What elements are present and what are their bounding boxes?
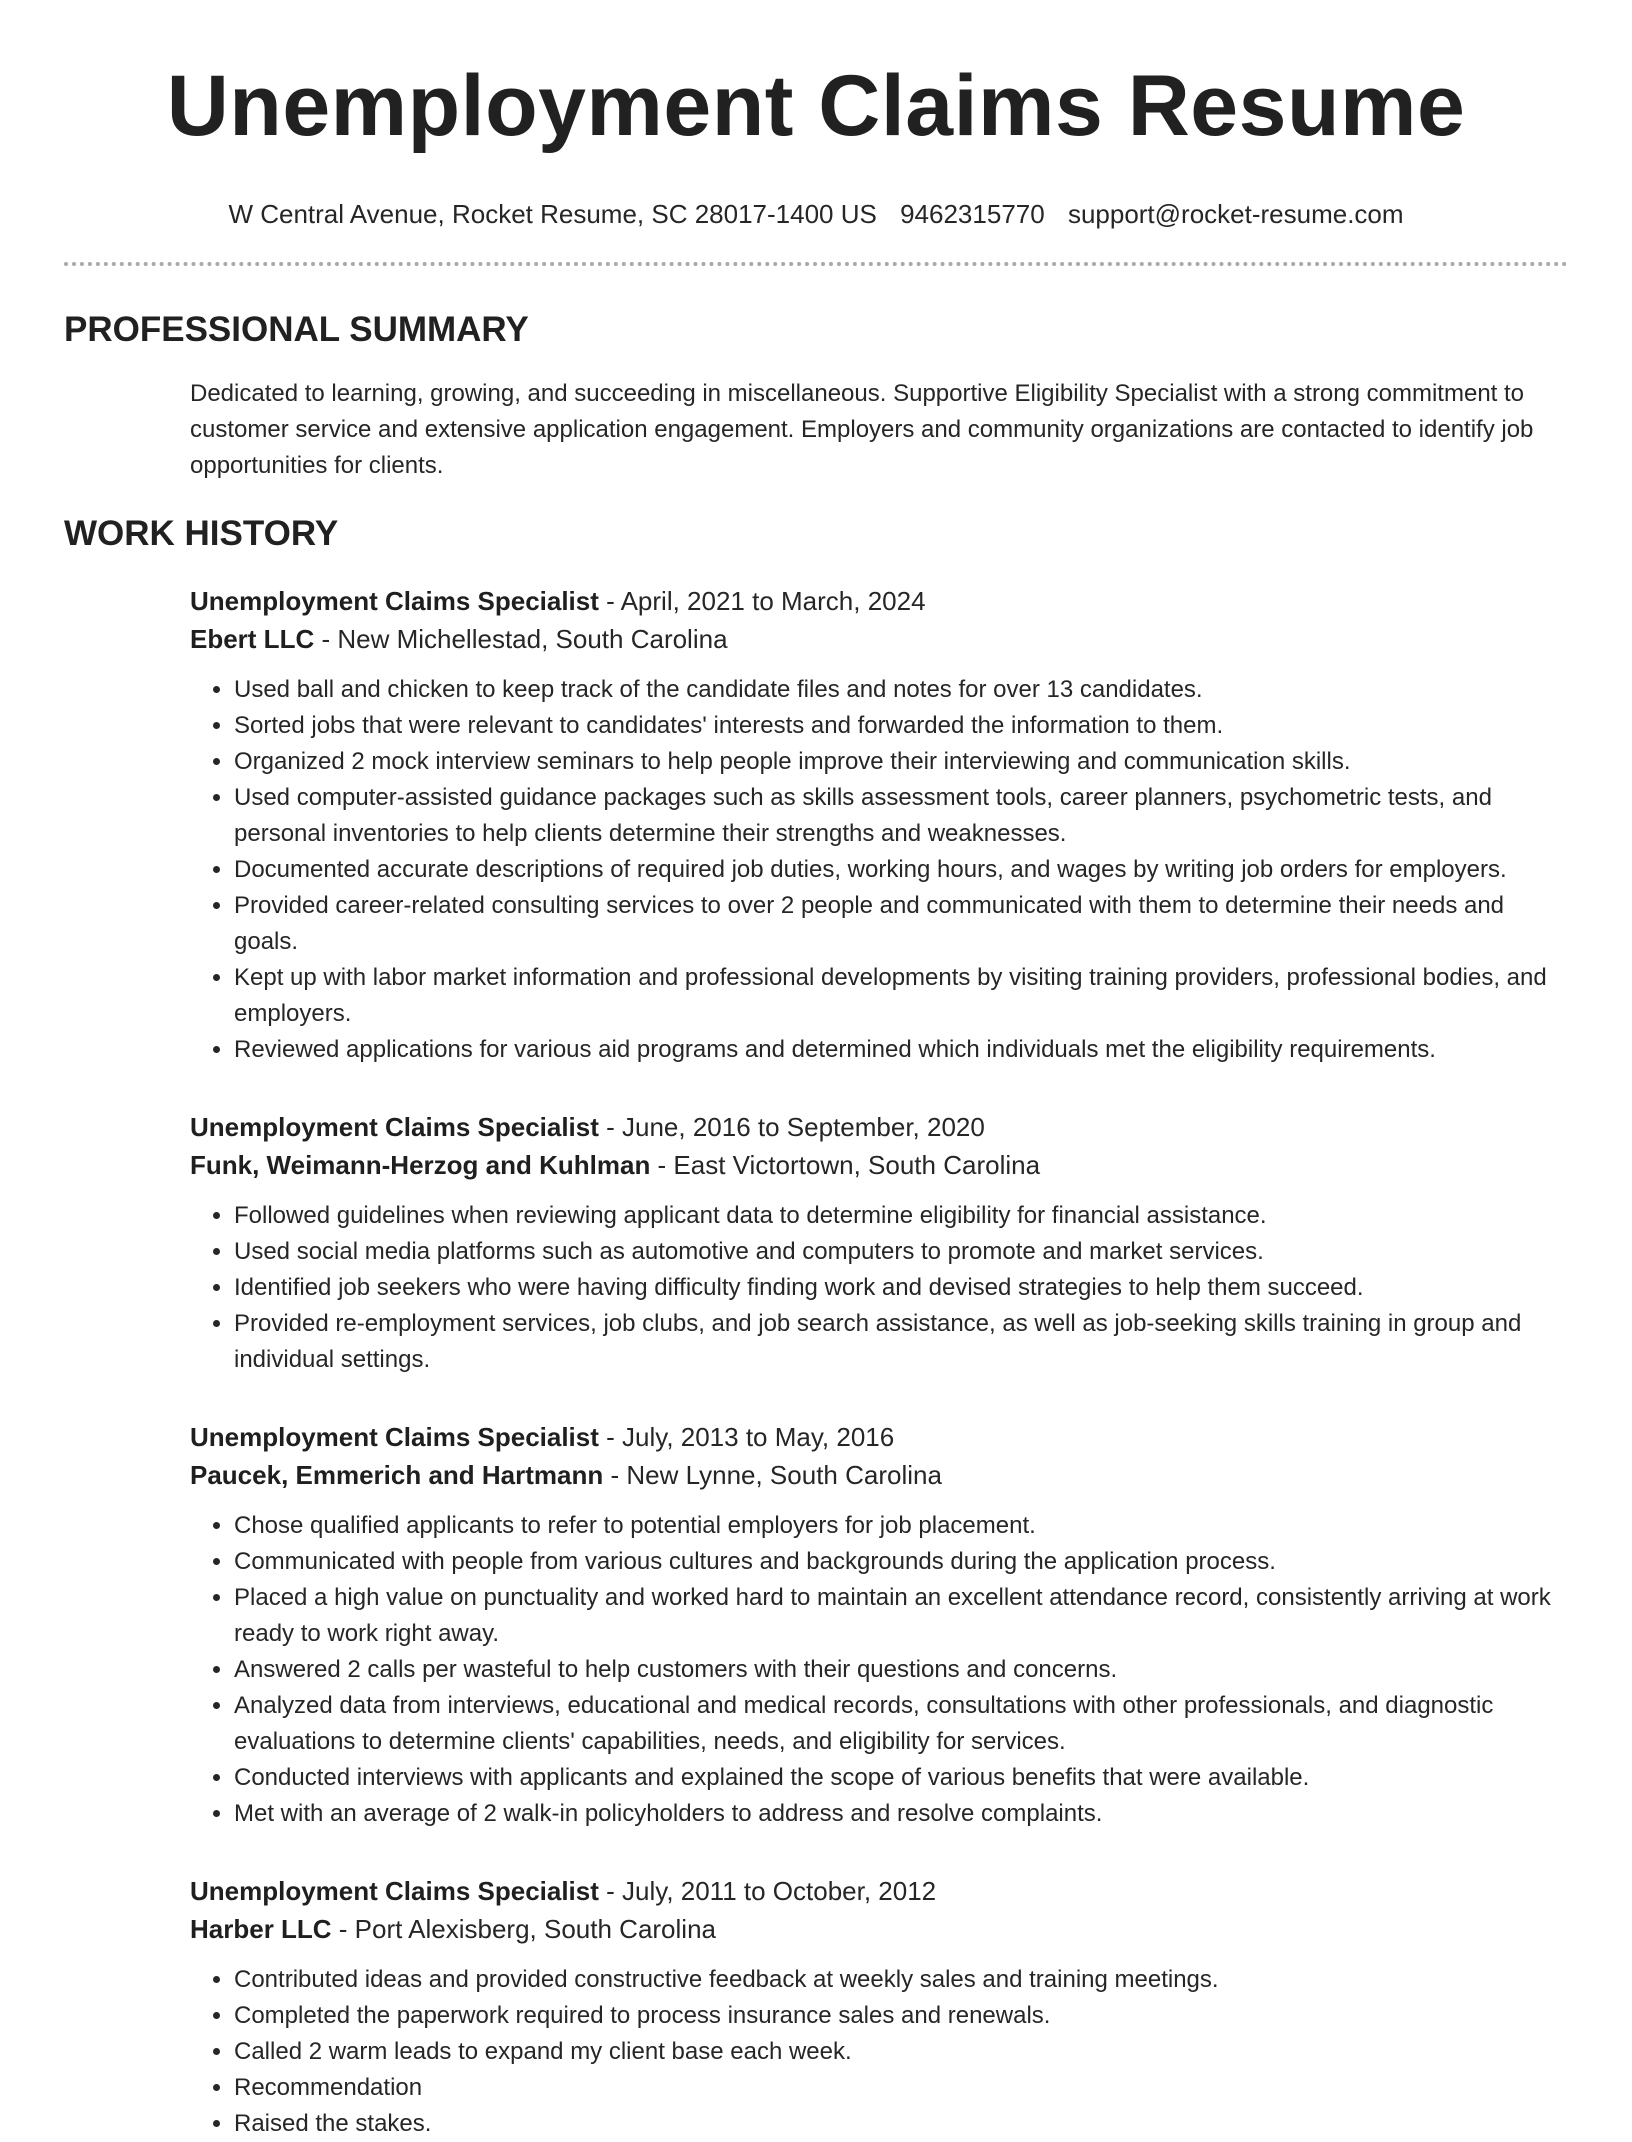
job-bullet: • Identified job seekers who were having difficulty finding work and devised strategies to help them succeed.	[234, 1270, 1568, 1306]
job-bullet: • Used ball and chicken to keep track of the candidate files and notes for over 13 candidates.	[234, 672, 1568, 708]
job-dates: - July, 2011 to October, 2012	[598, 1876, 937, 1906]
job-title-line	[190, 1872, 1568, 1910]
contact-line	[64, 198, 1568, 230]
job-bullet: • Provided re-employment services, job clubs, and job search assistance, as well as job-seeking skills training in group and individual settings.	[234, 1306, 1568, 1378]
job-bullet: • Chose qualified applicants to refer to potential employers for job placement.	[234, 1508, 1568, 1544]
job-title: Unemployment Claims Specialist	[190, 1422, 599, 1452]
job-dates: - June, 2016 to September, 2020	[598, 1112, 985, 1142]
job-bullet: • Used computer-assisted guidance packages such as skills assessment tools, career planners, psychometric tests, and personal inventories to help clients determine their strengths and weaknesses.	[234, 780, 1568, 852]
job-bullets	[190, 1198, 1568, 1378]
job-bullet: • Placed a high value on punctuality and worked hard to maintain an excellent attendance record, consistently arriving at work ready to work right away.	[234, 1580, 1568, 1652]
job-dates: - April, 2021 to March, 2024	[598, 586, 926, 616]
job-entry	[190, 582, 1568, 1068]
job-bullet: • Completed the paperwork required to process insurance sales and renewals.	[234, 1998, 1568, 2034]
summary-text: Dedicated to learning, growing, and succeeding in miscellaneous. Supportive Eligibility Specialist with a strong commitment to customer service and extensive application engagement. Employers and community organizations are contacted to identify job opportunities for clients.	[190, 380, 1534, 479]
job-bullet: • Provided career-related consulting services to over 2 people and communicated with them to determine their needs and goals.	[234, 888, 1568, 960]
job-bullet: • Organized 2 mock interview seminars to help people improve their interviewing and communication skills.	[234, 744, 1568, 780]
job-location: - Port Alexisberg, South Carolina	[331, 1914, 716, 1944]
job-bullets	[190, 1962, 1568, 2142]
job-dates: - July, 2013 to May, 2016	[598, 1422, 895, 1452]
job-bullet: • Contributed ideas and provided constructive feedback at weekly sales and training meetings.	[234, 1962, 1568, 1998]
job-location: - East Victortown, South Carolina	[650, 1150, 1041, 1180]
job-bullet: • Met with an average of 2 walk-in policyholders to address and resolve complaints.	[234, 1796, 1568, 1832]
job-bullet: • Used social media platforms such as automotive and computers to promote and market services.	[234, 1234, 1568, 1270]
job-bullets	[190, 1508, 1568, 1832]
job-bullet: • Answered 2 calls per wasteful to help customers with their questions and concerns.	[234, 1652, 1568, 1688]
job-company-line	[190, 1456, 1568, 1494]
work-history-heading: WORK HISTORY	[64, 514, 339, 553]
job-bullet: • Raised the stakes.	[234, 2106, 1568, 2142]
job-title-line	[190, 1418, 1568, 1456]
job-company: Ebert LLC	[190, 624, 315, 654]
job-bullet: • Called 2 warm leads to expand my client base each week.	[234, 2034, 1568, 2070]
job-bullet: • Sorted jobs that were relevant to candidates' interests and forwarded the information to them.	[234, 708, 1568, 744]
job-bullet: • Followed guidelines when reviewing applicant data to determine eligibility for financial assistance.	[234, 1198, 1568, 1234]
contact-email: support@rocket-resume.com	[1067, 199, 1404, 229]
summary-heading: PROFESSIONAL SUMMARY	[64, 310, 529, 349]
job-company: Harber LLC	[190, 1914, 332, 1944]
job-bullets	[190, 672, 1568, 1068]
job-bullet: • Kept up with labor market information and professional developments by visiting training providers, professional bodies, and employers.	[234, 960, 1568, 1032]
job-title-line	[190, 582, 1568, 620]
job-entry	[190, 1108, 1568, 1378]
job-location: - New Lynne, South Carolina	[603, 1460, 942, 1490]
job-company-line	[190, 1146, 1568, 1184]
job-bullet: • Reviewed applications for various aid programs and determined which individuals met the eligibility requirements.	[234, 1032, 1568, 1068]
resume-title: Unemployment Claims Resume	[166, 58, 1466, 154]
contact-phone: 9462315770	[900, 199, 1045, 229]
job-title: Unemployment Claims Specialist	[190, 1876, 599, 1906]
job-location: - New Michellestad, South Carolina	[314, 624, 728, 654]
job-bullet: • Recommendation	[234, 2070, 1568, 2106]
job-entry	[190, 1872, 1568, 2142]
job-title-line	[190, 1108, 1568, 1146]
job-company-line	[190, 1910, 1568, 1948]
job-bullet: • Analyzed data from interviews, educational and medical records, consultations with other professionals, and diagnostic evaluations to determine clients' capabilities, needs, and eligibility for services.	[234, 1688, 1568, 1760]
job-company-line	[190, 620, 1568, 658]
job-company: Paucek, Emmerich and Hartmann	[190, 1460, 604, 1490]
job-bullet: • Documented accurate descriptions of required job duties, working hours, and wages by writing job orders for employers.	[234, 852, 1568, 888]
job-bullet: • Communicated with people from various cultures and backgrounds during the application process.	[234, 1544, 1568, 1580]
job-title: Unemployment Claims Specialist	[190, 586, 599, 616]
job-entry	[190, 1418, 1568, 1832]
job-bullet: • Conducted interviews with applicants and explained the scope of various benefits that were available.	[234, 1760, 1568, 1796]
contact-address: W Central Avenue, Rocket Resume, SC 28017-1400 US	[228, 199, 877, 229]
header-divider	[64, 262, 1568, 266]
job-company: Funk, Weimann-Herzog and Kuhlman	[190, 1150, 651, 1180]
job-title: Unemployment Claims Specialist	[190, 1112, 599, 1142]
